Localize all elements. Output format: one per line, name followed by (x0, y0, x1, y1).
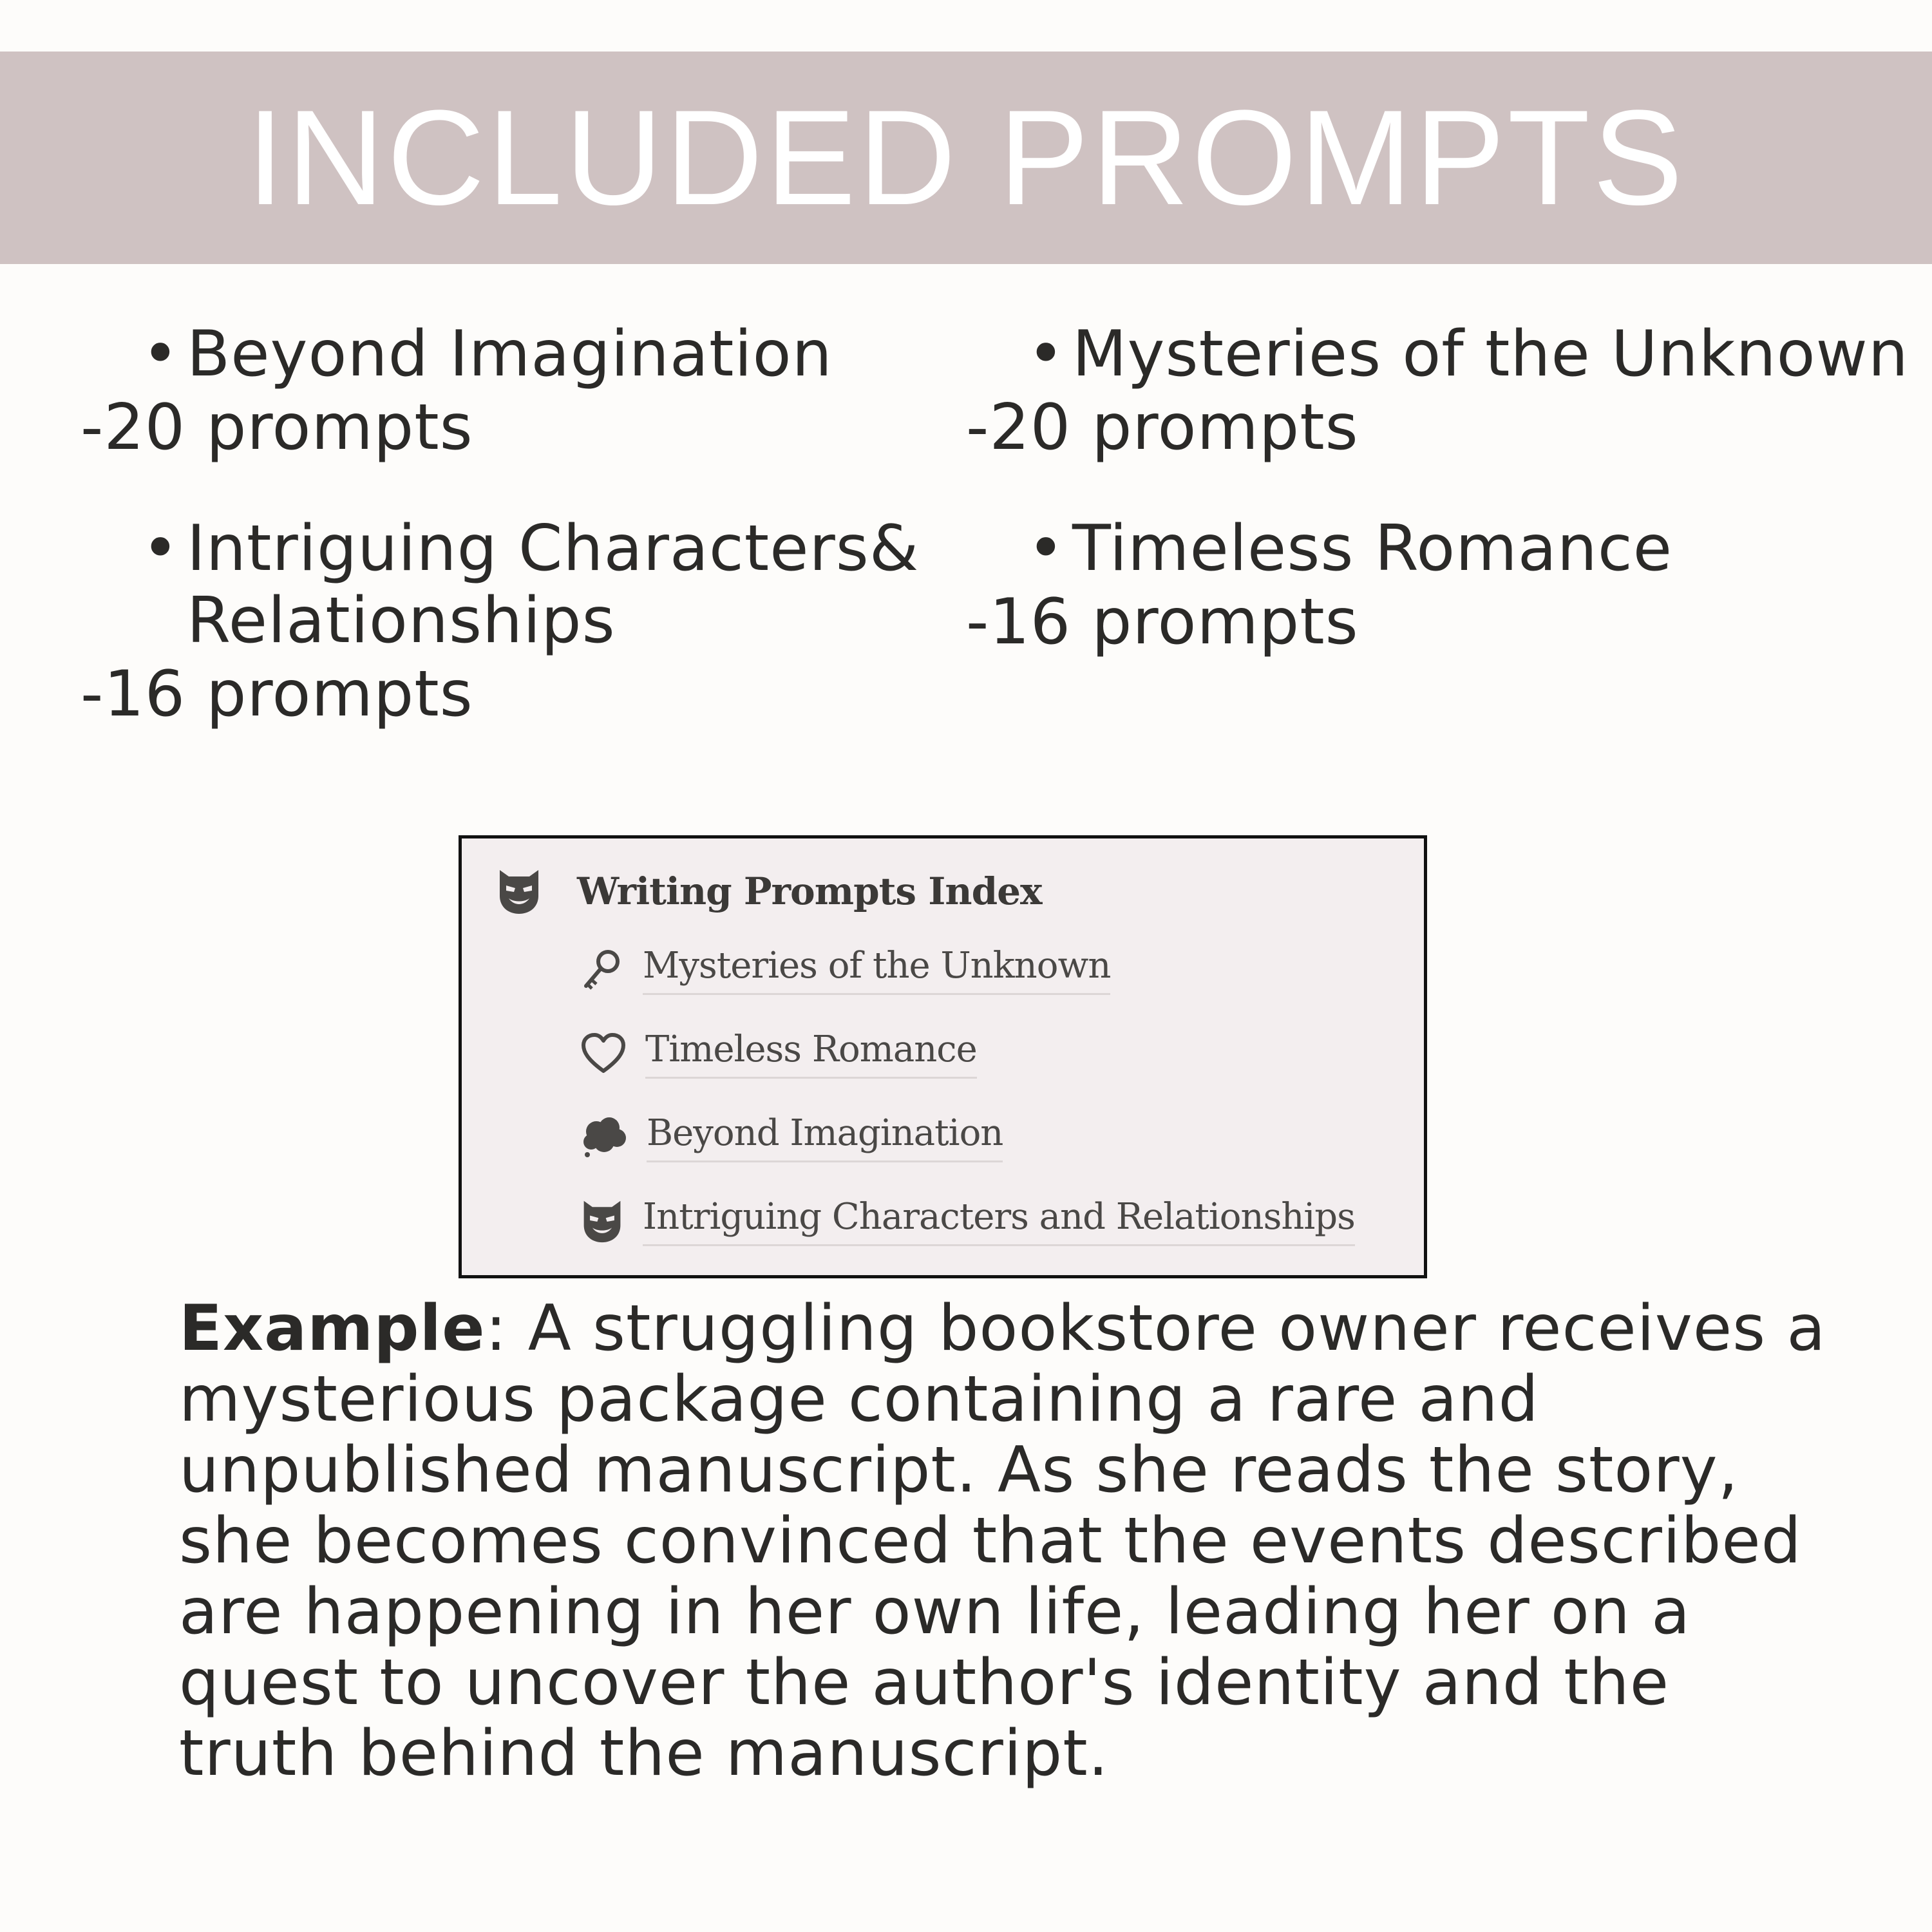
mask-icon (497, 867, 541, 915)
category-count: -16 prompts (80, 658, 473, 731)
category-count: -20 prompts (966, 391, 1359, 464)
index-title: Writing Prompts Index (577, 869, 1042, 913)
category-count: -20 prompts (80, 391, 473, 464)
index-entry-label: Beyond Imagination (647, 1112, 1003, 1162)
writing-prompts-index-panel (459, 835, 1427, 1278)
category-name: Timeless Romance (1072, 512, 1673, 585)
category-name: Mysteries of the Unknown (1072, 317, 1909, 391)
thought-cloud-icon (581, 1115, 627, 1160)
index-entry-label: Timeless Romance (645, 1028, 977, 1079)
example-label: Example (179, 1292, 486, 1365)
index-entry-label: Intriguing Characters and Relationships (643, 1196, 1355, 1246)
bullet: • (1027, 317, 1065, 391)
index-entry-label: Mysteries of the Unknown (643, 945, 1110, 995)
key-icon (581, 947, 623, 992)
index-entry-beyond-imagination[interactable] (581, 1112, 1003, 1162)
example-paragraph (179, 1293, 1828, 1789)
index-entry-timeless-romance[interactable] (581, 1028, 977, 1079)
page-title: INCLUDED PROMPTS (246, 82, 1686, 233)
prompt-category-intriguing-characters (80, 513, 919, 730)
prompt-category-mysteries-of-the-unknown (966, 318, 1909, 464)
category-name: Beyond Imagination (187, 317, 833, 391)
example-text: : A struggling bookstore owner receives a mysterious package containing a rare and unpublished manuscript. As she reads the story, she becomes convinced that the events described are happening in her own life, leading her on a quest to uncover the author's identity and the truth behind the manuscript. (179, 1292, 1826, 1790)
bullet: • (142, 512, 180, 585)
heart-icon (581, 1032, 626, 1075)
prompt-category-beyond-imagination (80, 318, 833, 464)
bullet: • (142, 317, 180, 391)
category-name: Intriguing Characters& (187, 512, 920, 585)
prompt-category-timeless-romance (966, 513, 1672, 658)
index-title-row (497, 867, 1042, 915)
index-entry-intriguing-characters[interactable] (581, 1196, 1355, 1246)
category-name-line2: Relationships (187, 584, 616, 658)
bullet: • (1027, 512, 1065, 585)
index-entry-mysteries[interactable] (581, 945, 1110, 995)
category-count: -16 prompts (966, 585, 1359, 659)
mask-icon (581, 1198, 623, 1244)
